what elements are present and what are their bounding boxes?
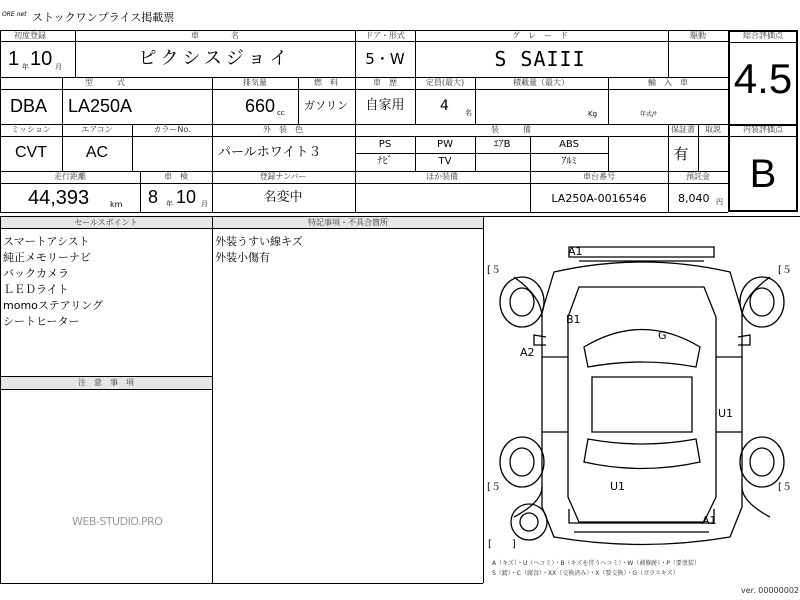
equip-tv: TV xyxy=(438,156,452,167)
capacity-unit: 名 xyxy=(465,109,472,117)
plate: 名変中 xyxy=(263,190,303,205)
label-total-score: 総合評価点 xyxy=(743,31,783,40)
tire-label-front-left: [５ xyxy=(487,265,501,276)
label-displacement: 排気量 xyxy=(243,78,267,87)
grade: S SAIII xyxy=(494,47,586,71)
first-reg-year-unit: 年 xyxy=(22,63,29,71)
label-car-name: 車 名 xyxy=(191,31,239,40)
sales-point-item: momoステアリング xyxy=(3,299,104,312)
label-door-type: ドア・形式 xyxy=(365,31,405,40)
total-score: 4.5 xyxy=(733,55,793,102)
label-manual: 取説 xyxy=(705,125,721,134)
first-reg-year: 1 xyxy=(8,48,20,70)
label-ext-color: 外 装 色 xyxy=(263,125,303,134)
label-drive: 駆動 xyxy=(690,31,706,40)
chassis: LA250A-0016546 xyxy=(551,192,647,205)
tire-label-rear-left: [５ xyxy=(487,482,501,493)
label-warranty: 保証書 xyxy=(671,125,695,134)
label-model: 型 式 xyxy=(85,78,125,87)
label-chassis: 車台番号 xyxy=(583,172,615,181)
equip-navi: ﾅﾋﾞ xyxy=(377,156,393,167)
document-title: ストックワンプライス掲載票 xyxy=(32,11,175,24)
remark-item: 外装小傷有 xyxy=(215,251,270,264)
equip-alloy: ｱﾙﾐ xyxy=(561,156,577,167)
first-reg-month: 10 xyxy=(30,48,53,70)
legend-line-2: S（錆）・C（腐食）・XX（交換済み）・X（要交換）・G（ガラスキズ） xyxy=(492,570,679,577)
inspection-month-unit: 月 xyxy=(201,200,208,208)
mark-front-bumper: A1 xyxy=(568,245,583,258)
label-grade: グ レ ー ド xyxy=(512,31,568,40)
label-fuel: 燃 料 xyxy=(314,78,338,87)
capacity: 4 xyxy=(440,98,449,114)
mark-hood: B1 xyxy=(566,313,581,326)
aircon: AC xyxy=(85,144,109,161)
watermark: WEB-STUDIO.PRO xyxy=(72,515,163,528)
remark-item: 外装うすい線キズ xyxy=(215,235,303,248)
sales-point-item: バックカメラ xyxy=(3,267,69,280)
mileage: 44,393 xyxy=(28,187,90,209)
warranty-value: 有 xyxy=(673,145,689,163)
displacement-unit: cc xyxy=(277,109,285,117)
mark-windshield: G xyxy=(658,329,667,342)
first-reg-month-unit: 月 xyxy=(55,63,62,71)
label-interior-score: 内装評価点 xyxy=(743,125,783,134)
label-aircon: エアコン xyxy=(81,125,113,134)
recycle-unit: 円 xyxy=(716,198,723,206)
model-prefix: DBA xyxy=(10,96,48,116)
label-import: 輸 入 車 xyxy=(648,78,688,87)
label-payload: 積載量（最大） xyxy=(513,78,569,87)
label-recycle: 預託金 xyxy=(686,172,710,181)
label-capacity: 定員(最大) xyxy=(425,78,465,87)
label-other-equip: ほか装備 xyxy=(426,172,458,181)
tire-label-front-right: [５ xyxy=(778,265,792,276)
sales-point-item: スマートアシスト xyxy=(3,235,90,248)
mission: CVT xyxy=(15,144,47,161)
equip-abs: ABS xyxy=(559,139,579,150)
logo: ORE net xyxy=(2,11,27,18)
spare-tire-bracket: [ ] xyxy=(488,539,516,550)
label-remarks: 特記事項・不具合箇所 xyxy=(308,218,388,227)
label-plate: 登録ナンバー xyxy=(259,172,307,181)
mark-rear-panel: U1 xyxy=(610,480,626,493)
label-inspection: 車 検 xyxy=(164,172,188,181)
sales-point-item: ＬＥＤライト xyxy=(3,283,69,296)
tire-label-rear-right: [５ xyxy=(778,482,792,493)
legend-line-1: A（キズ）・U（ヘコミ）・B（キズを伴うヘコミ）・W（補修跡）・P（要塗装） xyxy=(492,560,700,567)
label-mileage: 走行距離 xyxy=(54,172,86,181)
model: LA250A xyxy=(68,96,133,116)
ext-color: パールホワイト３ xyxy=(218,145,322,160)
import-year-unit: 年式/ｹ xyxy=(640,111,658,118)
recycle: 8,040 xyxy=(678,192,710,205)
history: 自家用 xyxy=(365,98,405,113)
sales-point-item: 純正メモリーナビ xyxy=(3,251,91,264)
mileage-unit: km xyxy=(110,200,123,209)
equip-airbag: ｴｱB xyxy=(493,139,511,150)
fuel: ガソリン xyxy=(304,99,348,112)
sales-points-list xyxy=(3,234,103,330)
mark-left-front-fender: A2 xyxy=(520,346,535,359)
mark-rear-bumper: A1 xyxy=(702,514,717,527)
interior-score: B xyxy=(749,152,777,196)
remarks-list xyxy=(215,234,303,266)
label-mission: ミッション xyxy=(11,125,51,134)
car-name: ピクシスジョイ xyxy=(138,48,292,69)
equip-pw: PW xyxy=(437,139,453,150)
label-equipment: 装 備 xyxy=(491,125,531,134)
door-type: 5・W xyxy=(365,50,405,68)
inspection-month: 10 xyxy=(176,187,197,207)
label-notes: 注 意 事 項 xyxy=(78,378,134,387)
label-history: 車 歴 xyxy=(373,78,397,87)
displacement: 660 xyxy=(245,96,276,116)
payload-unit: Kg xyxy=(588,110,598,118)
label-color-no: カラーNo. xyxy=(153,125,191,134)
mark-right-rear-door: U1 xyxy=(718,407,734,420)
car-condition-diagram xyxy=(484,217,800,583)
label-sales-points: セールスポイント xyxy=(74,218,138,227)
inspection-year: 8 xyxy=(148,187,159,207)
equip-ps: PS xyxy=(378,139,392,150)
sales-point-item: シートヒーター xyxy=(3,315,80,328)
inspection-year-unit: 年 xyxy=(166,200,173,208)
label-first-reg: 初度登録 xyxy=(14,31,46,40)
version: ver. 00000002 xyxy=(741,586,800,595)
